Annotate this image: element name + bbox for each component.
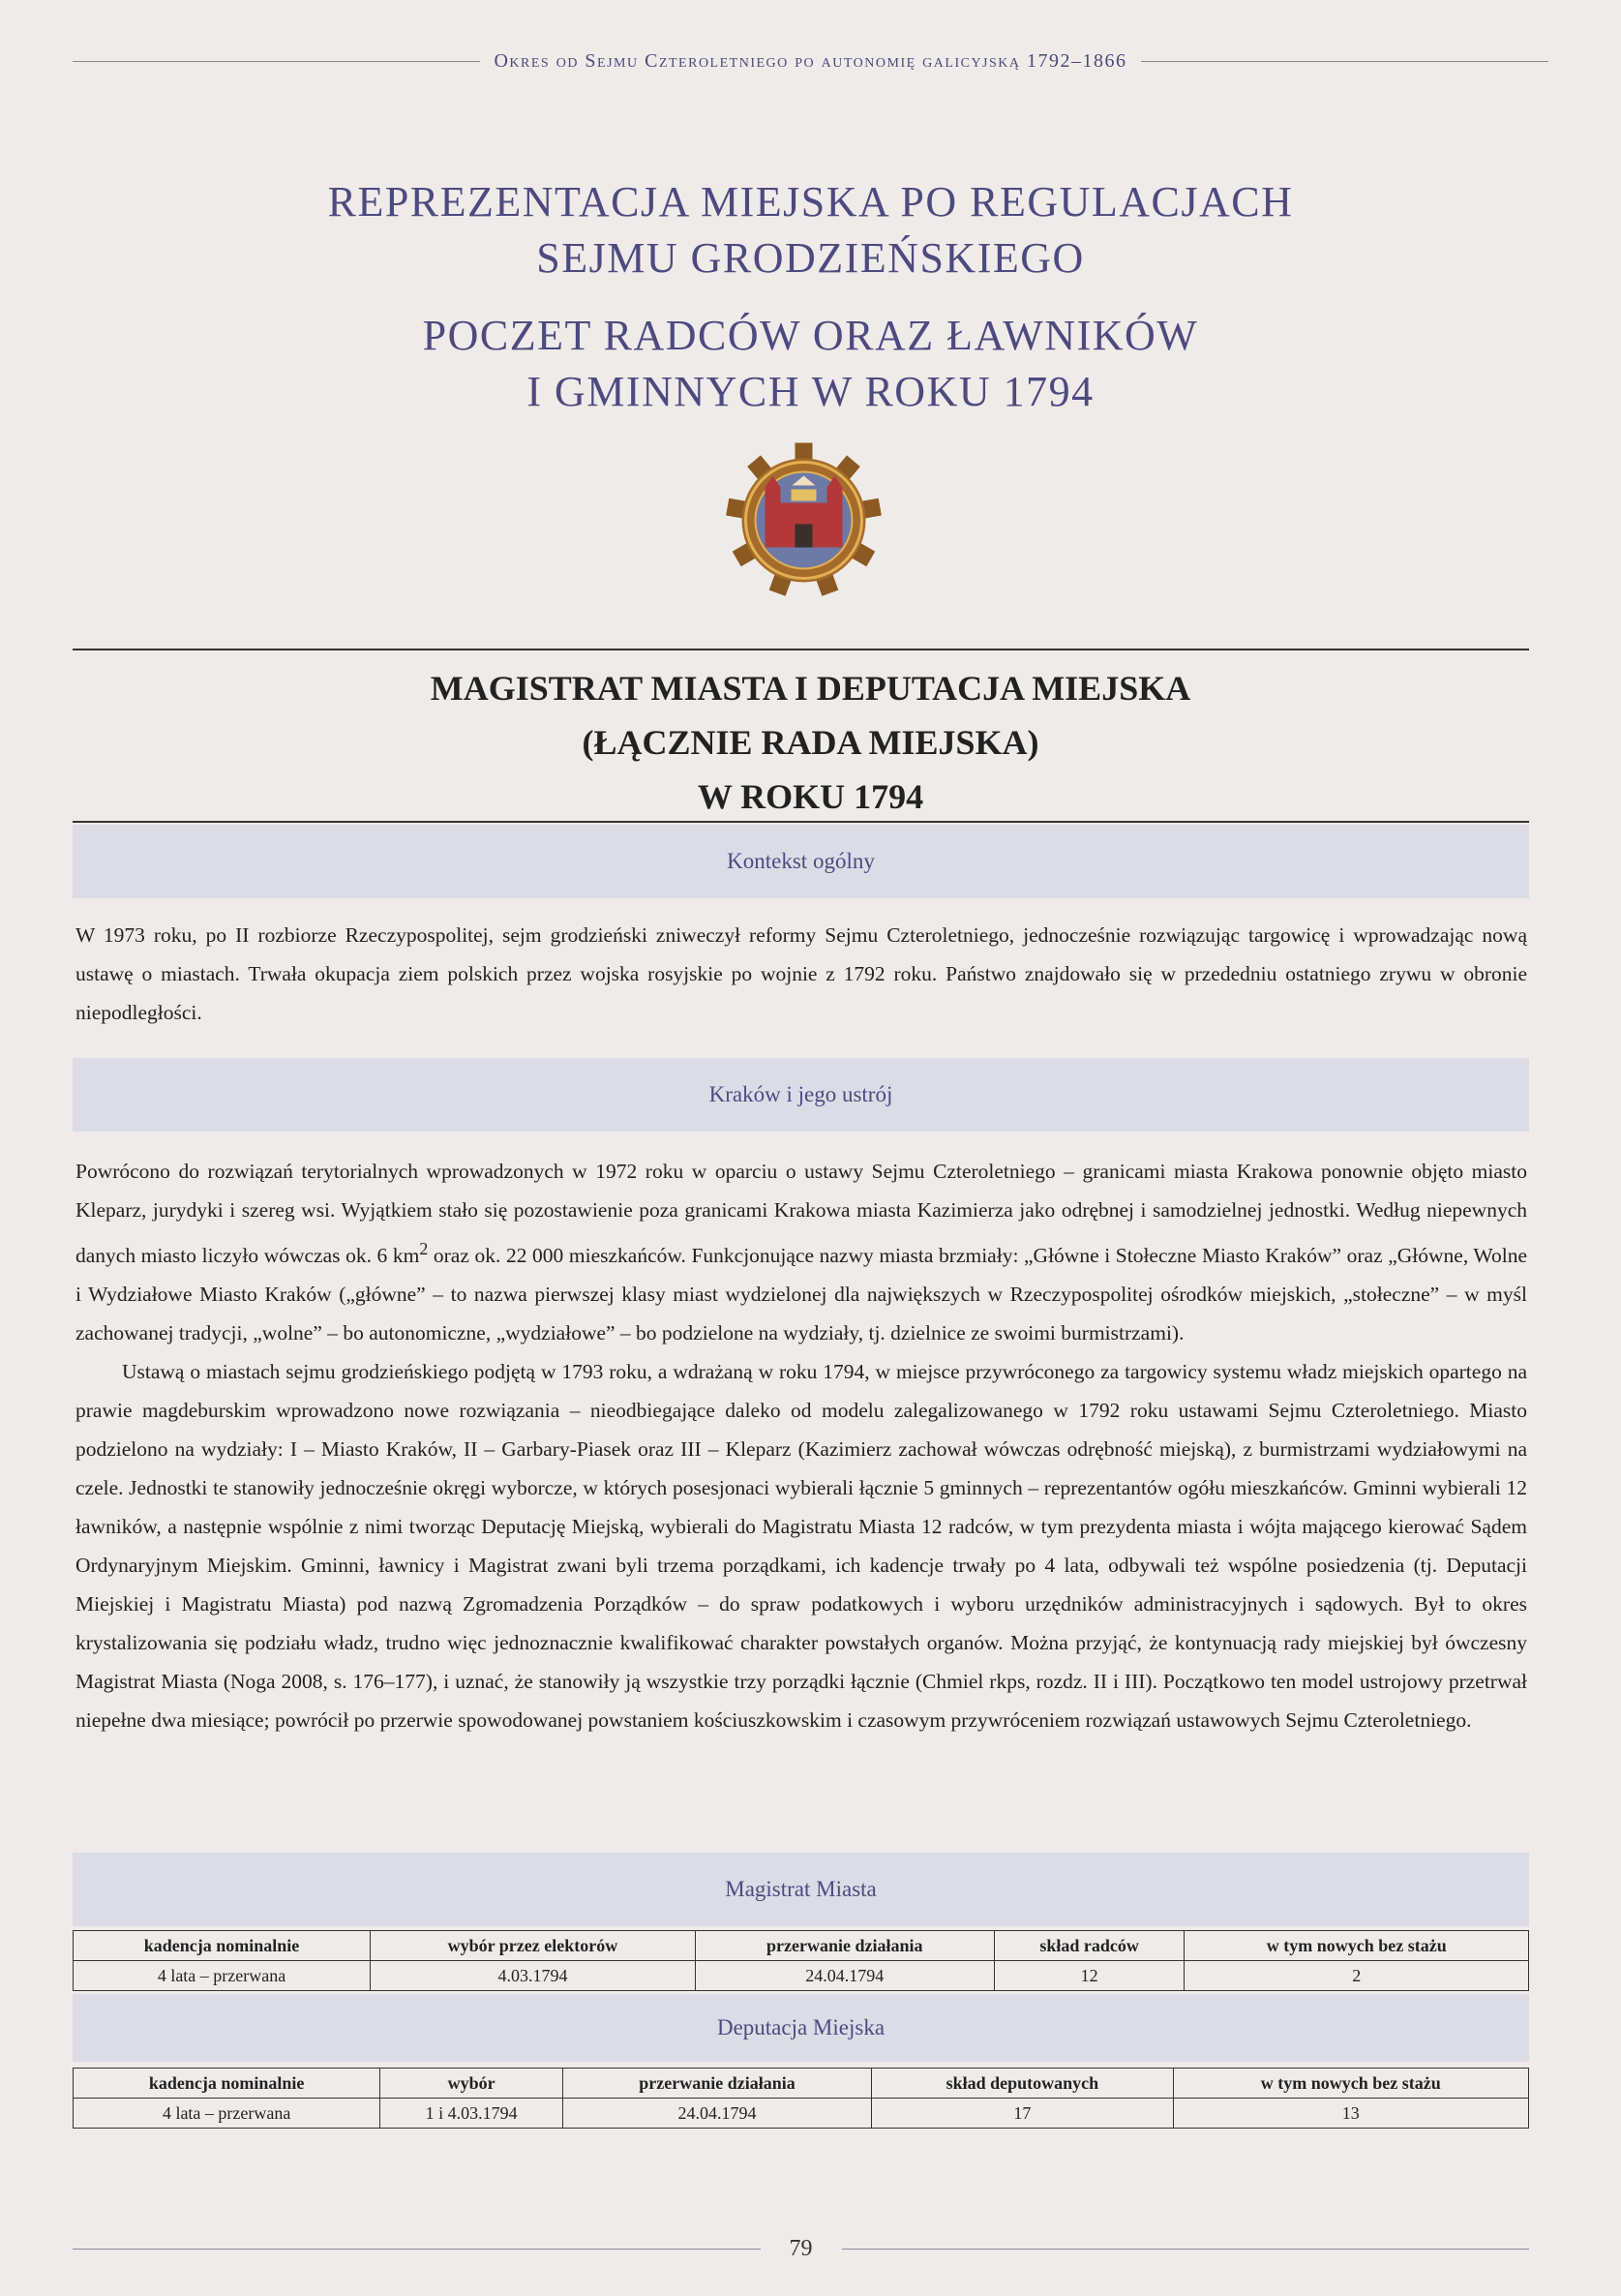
section-heading-line-1: MAGISTRAT MIASTA I DEPUTACJA MIEJSKA (430, 669, 1191, 708)
table-header-cell: kadencja nominalnie (74, 1931, 371, 1961)
running-head-text: Okres od Sejmu Czteroletniego po autonomię galicyjską 1792–1866 (494, 50, 1127, 72)
table-header-cell: skład radców (994, 1931, 1185, 1961)
krakow-coat-of-arms-icon (724, 440, 884, 600)
sub-title (0, 308, 1621, 420)
table-cell: 1 i 4.03.1794 (380, 2099, 563, 2129)
table-cell: 4 lata – przerwana (74, 1961, 371, 1991)
table-title-magistrat: Magistrat Miasta (725, 1877, 877, 1901)
table-cell: 17 (872, 2099, 1173, 2129)
paragraph-context-text: W 1973 roku, po II rozbiorze Rzeczypospolitej, sejm grodzieński zniweczył reformy Sejmu Czteroletniego, jednocześnie rozwiązując targowicę i wprowadzając nową ustawę o miastach. Trwała okupacja ziem polskich przez wojska rosyjskie po wojnie z 1792 roku. Państwo znajdowało się w przededniu ostatniego zrywu w obronie niepodległości. (75, 923, 1527, 1024)
heading-rule-top (73, 649, 1529, 650)
running-head-rule-right (1141, 61, 1548, 62)
table-band-magistrat (73, 1853, 1529, 1926)
table-header-cell: przerwanie działania (562, 2069, 871, 2099)
table-header-row (74, 2069, 1529, 2099)
page-number: 79 (789, 2236, 813, 2261)
table-cell: 13 (1173, 2099, 1528, 2129)
table-header-cell: przerwanie działania (695, 1931, 994, 1961)
sub-title-line-2: I GMINNYCH W ROKU 1794 (526, 368, 1095, 415)
table-header-cell: skład deputowanych (872, 2069, 1173, 2099)
main-title (0, 174, 1621, 287)
table-cell: 4.03.1794 (371, 1961, 696, 1991)
table-header-cell: wybór (380, 2069, 563, 2099)
paragraph-krakow-2: Ustawą o miastach sejmu grodzieńskiego podjętą w 1793 roku, a wdrażaną w roku 1794, w miejsce przywróconego za targowicy systemu władz miejskich opartego na prawie magdeburskim wprowadzono nowe rozwiązania – nieodbiegające daleko od modelu zalegalizowanego w 1792 roku ustawami Sejmu Czteroletniego. Miasto podzielono na wydziały: I – Miasto Kraków, II – Garbary-Piasek oraz III – Kleparz (Kazimierz zachował wówczas odrębność miejską), z burmistrzami wydziałowymi na czele. Jednostki te stanowiły jednocześnie okręgi wyborcze, w których posesjonaci wybierali łącznie 5 gminnych – reprezentantów ogółu mieszkańców. Gminni wybierali 12 ławników, a następnie wspólnie z nimi tworząc Deputację Miejską, wybierali do Magistratu Miasta 12 radców, w tym prezydenta miasta i wójta mającego kierować Sądem Ordynaryjnym Miejskim. Gminni, ławnicy i Magistrat zwani byli trzema porządkami, ich kadencje trwały po 4 lata, odbywali też wspólne posiedzenia (tj. Deputacji Miejskiej i Magistratu Miasta) pod nazwą Zgromadzenia Porządków – do spraw podatkowych i wyboru urzędników administracyjnych i sądowych. Był to okres krystalizowania się podziału władz, trudno więc jednoznacznie kwalifikować charakter powstałych organów. Można przyjąć, że kontynuacją rady miejskiej był ówczesny Magistrat Miasta (Noga 2008, s. 176–177), i uznać, że stanowiły ją wszystkie trzy porządki łącznie (Chmiel rkps, rozdz. II i III). Początkowo ten model ustrojowy przetrwał niepełne dwa miesiące; powrócił po przerwie spowodowanej powstaniem kościuszkowskim i czasowym przywróceniem rozwiązań ustawowych Sejmu Czteroletniego. (75, 1360, 1527, 1733)
sub-title-line-1: POCZET RADCÓW ORAZ ŁAWNIKÓW (422, 312, 1199, 359)
section-title-krakow: Kraków i jego ustrój (708, 1082, 893, 1106)
table-cell: 12 (994, 1961, 1185, 1991)
table-cell: 2 (1185, 1961, 1529, 1991)
table-band-deputacja (73, 1994, 1529, 2062)
paragraph-krakow-1-b: oraz ok. 22 000 mieszkańców. Funkcjonujące nazwy miasta brzmiały: „Główne i Stołeczne Miasto Kraków” oraz „Główne, Wolne i Wydziałowe Miasto Kraków („główne” – to nazwa pierwszej klasy miast wydzielonej dla największych w Rzeczypospolitej ośrodków miejskich, „stołeczne” – w myśl zachowanej tradycji, „wolne” – bo autonomiczne, „wydziałowe” – bo podzielone na wydziały, tj. dzielnice ze swoimi burmistrzami). (75, 1244, 1527, 1345)
heading-rule-bottom (73, 821, 1529, 823)
table-row (74, 1961, 1529, 1991)
table-header-cell: w tym nowych bez stażu (1173, 2069, 1528, 2099)
section-band-krakow (73, 1058, 1529, 1132)
table-cell: 24.04.1794 (695, 1961, 994, 1991)
main-title-line-2: SEJMU GRODZIEŃSKIEGO (536, 234, 1085, 282)
deputacja-table (73, 2068, 1529, 2129)
paragraph-krakow-1-a: Powrócono do rozwiązań terytorialnych wprowadzonych w 1972 roku w oparciu o ustawy Sejmu Czteroletniego – granicami miasta Krakowa ponownie objęto miasto Kleparz, jurydyki i szereg wsi. Wyjątkiem stało się pozostawienie poza granicami Krakowa miasta Kazimierza jako odrębnej i samodzielnej jednostki. Według niepewnych danych miasto liczyło wówczas ok. 6 km (75, 1160, 1527, 1268)
table-header-cell: wybór przez elektorów (371, 1931, 696, 1961)
running-head (73, 50, 1548, 73)
magistrat-table (73, 1930, 1529, 1991)
paragraph-krakow-1 (75, 1152, 1527, 1352)
table-header-row (74, 1931, 1529, 1961)
section-heading-line-2: (ŁĄCZNIE RADA MIEJSKA) (582, 723, 1039, 762)
page-footer (73, 2236, 1529, 2262)
table-row (74, 2099, 1529, 2129)
footer-rule-left (73, 2249, 761, 2250)
running-head-rule-left (73, 61, 480, 62)
section-heading (0, 661, 1621, 824)
section-heading-line-3: W ROKU 1794 (697, 777, 924, 816)
table-header-cell: w tym nowych bez stażu (1185, 1931, 1529, 1961)
section-band-context (73, 825, 1529, 898)
section-title-context: Kontekst ogólny (727, 849, 875, 873)
footer-rule-right (842, 2249, 1530, 2250)
table-title-deputacja: Deputacja Miejska (716, 2015, 886, 2039)
paragraph-context (75, 916, 1527, 1032)
table-cell: 24.04.1794 (562, 2099, 871, 2129)
km2-superscript: 2 (419, 1239, 429, 1258)
table-cell: 4 lata – przerwana (74, 2099, 380, 2129)
table-header-cell: kadencja nominalnie (74, 2069, 380, 2099)
main-title-line-1: REPREZENTACJA MIEJSKA PO REGULACJACH (327, 178, 1294, 226)
paragraph-krakow (75, 1152, 1527, 1739)
